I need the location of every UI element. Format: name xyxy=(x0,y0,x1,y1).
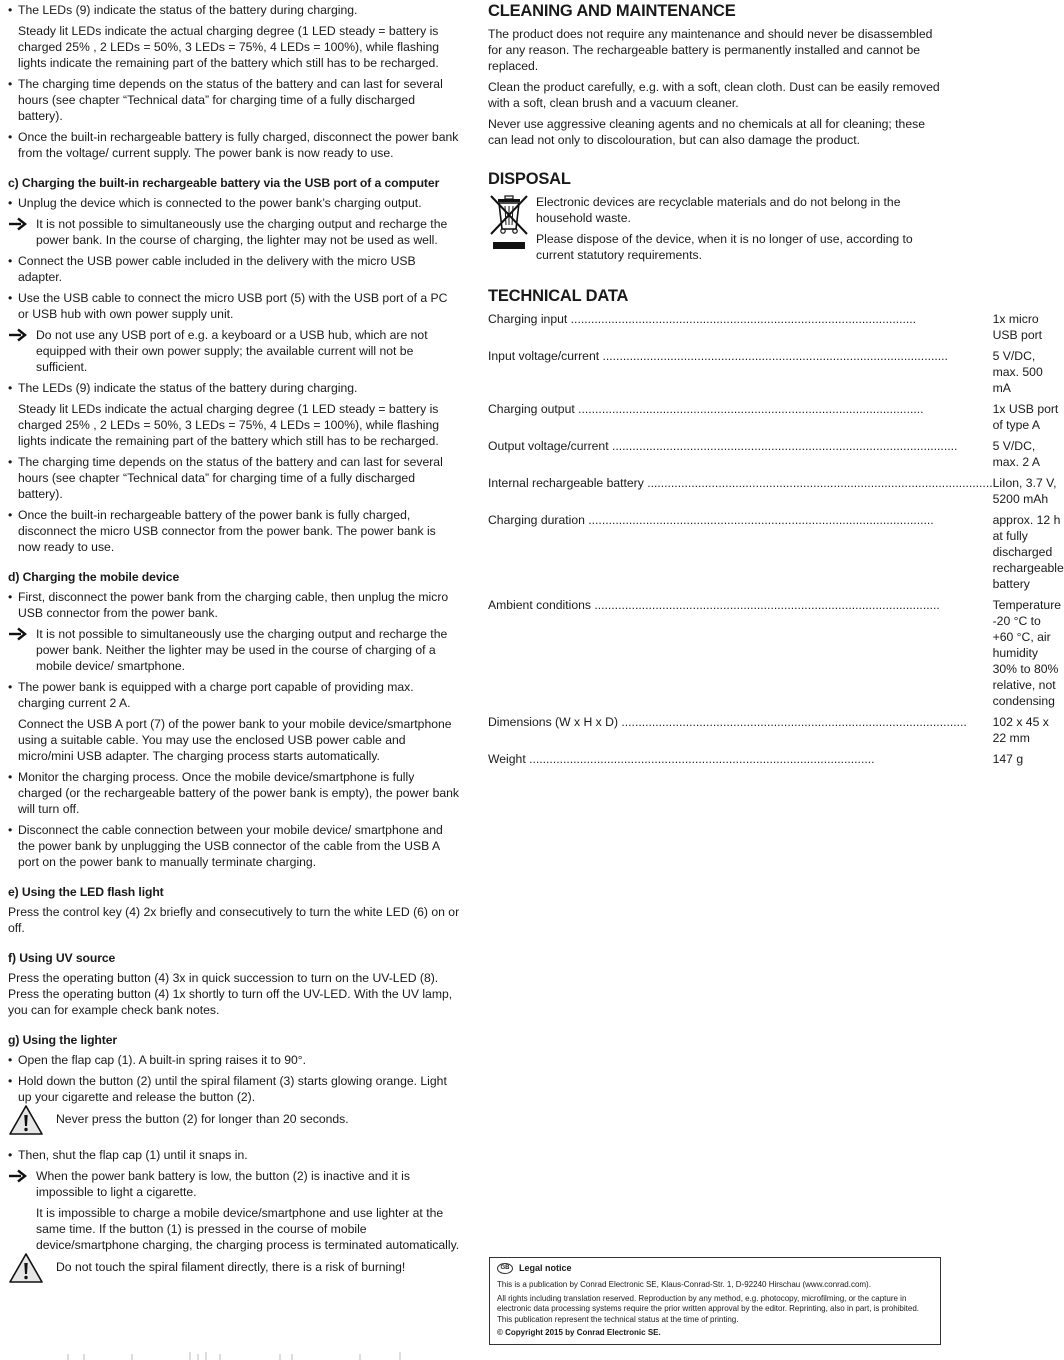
paragraph: Clean the product carefully, e.g. with a soft, clean cloth. Dust can be easily removed with a soft, clean brush and a vacuum cleaner. xyxy=(488,80,940,110)
table-row xyxy=(488,714,1064,751)
technical-data-heading: TECHNICAL DATA xyxy=(488,287,629,305)
spec-label: Input voltage/current ..... xyxy=(488,348,993,401)
section-heading-f: f) Using UV source xyxy=(8,951,116,965)
section-heading-d: d) Charging the mobile device xyxy=(8,570,180,584)
table-row xyxy=(488,751,1064,772)
spec-label: Dimensions (W x H x D) ..... xyxy=(488,714,993,751)
list-item: • The power bank is equipped with a charge port capable of providing max. charging current 2 A. xyxy=(8,679,460,711)
warning-icon xyxy=(8,1252,44,1284)
warning-item xyxy=(8,1110,460,1142)
note-text: It is not possible to simultaneously use the charging output and recharge the power bank. In the course of charging, the lighter may not be used as well. xyxy=(36,217,448,247)
arrow-right-icon xyxy=(8,217,28,231)
spec-label: Internal rechargeable battery ..... xyxy=(488,475,993,512)
spec-label: Charging duration ..... xyxy=(488,512,993,597)
table-row xyxy=(488,597,1064,714)
list-item: • Connect the USB power cable included in the delivery with the micro USB adapter. xyxy=(8,253,460,285)
spec-value: 1x micro USB port xyxy=(992,312,1043,342)
warning-text: Never press the button (2) for longer than 20 seconds. xyxy=(56,1112,349,1126)
legal-notice-box xyxy=(489,1257,941,1345)
note-item xyxy=(8,327,460,375)
list-item: • The LEDs (9) indicate the status of the battery during charging. xyxy=(8,380,460,396)
paragraph: Connect the USB A port (7) of the power bank to your mobile device/smartphone using a suitable cable. You may use the enclosed USB power cable and micro/mini USB adapter. The charging process starts automatically. xyxy=(18,717,452,763)
legal-notice-title: Legal notice xyxy=(519,1263,572,1274)
spec-value: approx. 12 h at fully discharged rechargeable battery xyxy=(992,513,1064,591)
note-item xyxy=(8,1205,460,1253)
table-row xyxy=(488,438,1064,475)
right-column xyxy=(488,2,1064,772)
gb-badge: GB xyxy=(497,1263,513,1274)
copyright-text: © Copyright 2015 by Conrad Electronic SE. xyxy=(497,1328,661,1337)
spec-value: LiIon, 3.7 V, 5200 mAh xyxy=(992,476,1057,506)
paragraph: Press the control key (4) 2x briefly and consecutively to turn the white LED (6) on or off. xyxy=(8,905,460,935)
cleaning-heading: CLEANING AND MAINTENANCE xyxy=(488,2,736,20)
paragraph: Steady lit LEDs indicate the actual charging degree (1 LED steady = battery is charged 25% , 2 LEDs = 50%, 3 LEDs = 75%, 4 LEDs = 100%), while flashing lights indicate the remaining part of the battery which still has to be recharged. xyxy=(18,24,440,70)
list-item: • Then, shut the flap cap (1) until it snaps in. xyxy=(8,1147,460,1163)
list-item: • Disconnect the cable connection between your mobile device/ smartphone and the power bank by unplugging the USB connector of the cable from the USB A port on the power bank to manually terminate charging. xyxy=(8,822,460,870)
paragraph: Press the operating button (4) 3x in quick succession to turn on the UV-LED (8). Press the operating button (4) 1x shortly to turn off the UV-LED. With the UV lamp, you can for example check bank notes. xyxy=(8,971,453,1017)
spec-value: 5 V/DC, max. 2 A xyxy=(992,439,1041,469)
spec-label: Charging output ..... xyxy=(488,401,993,438)
spec-value: 5 V/DC, max. 500 mA xyxy=(992,349,1043,395)
print-marks xyxy=(60,1352,420,1360)
list-item: • Open the flap cap (1). A built-in spring raises it to 90°. xyxy=(8,1052,460,1068)
disposal-heading: DISPOSAL xyxy=(488,170,571,188)
list-item: • Unplug the device which is connected to the power bank’s charging output. xyxy=(8,195,460,211)
list-item: • The LEDs (9) indicate the status of the battery during charging. xyxy=(8,2,460,18)
list-item: • Once the built-in rechargeable battery of the power bank is fully charged, disconnect the micro USB connector from the power bank. The power bank is now ready to use. xyxy=(8,507,460,555)
legal-notice-title-row xyxy=(497,1263,933,1274)
list-item: • First, disconnect the power bank from the charging cable, then unplug the micro USB connector from the power bank. xyxy=(8,589,460,621)
warning-icon xyxy=(8,1104,44,1136)
paragraph: The product does not require any maintenance and should never be disassembled for any reason. The rechargeable battery is permanently installed and cannot be replaced. xyxy=(488,27,933,73)
note-item xyxy=(8,1168,460,1200)
table-row xyxy=(488,401,1064,438)
table-row xyxy=(488,475,1064,512)
technical-data-table xyxy=(488,311,1064,772)
note-item xyxy=(8,626,460,674)
section-heading-e: e) Using the LED flash light xyxy=(8,885,164,899)
paragraph: Please dispose of the device, when it is no longer of use, according to current statutory requirements. xyxy=(536,232,913,262)
paragraph: Electronic devices are recyclable materials and do not belong in the household waste. xyxy=(536,195,901,225)
paragraph: Never use aggressive cleaning agents and no chemicals at all for cleaning; these can lead not only to discolouration, but can also damage the product. xyxy=(488,117,925,147)
list-item: • Once the built-in rechargeable battery is fully charged, disconnect the power bank from the voltage/ current supply. The power bank is now ready to use. xyxy=(8,129,460,161)
note-text: Do not use any USB port of e.g. a keyboard or a USB hub, which are not equipped with their own power supply; the available current will not be sufficient. xyxy=(36,328,428,374)
arrow-right-icon xyxy=(8,328,28,342)
left-column xyxy=(8,2,460,1295)
warning-text: Do not touch the spiral filament directly, there is a risk of burning! xyxy=(56,1260,406,1274)
note-item xyxy=(8,216,460,248)
list-item: • The charging time depends on the status of the battery and can last for several hours (see chapter “Technical data” for charging time of a fully discharged battery). xyxy=(8,76,460,124)
table-row xyxy=(488,311,1064,348)
warning-item xyxy=(8,1258,460,1290)
section-heading-g: g) Using the lighter xyxy=(8,1033,118,1047)
spec-value: 147 g xyxy=(992,752,1024,766)
legal-text: All rights including translation reserved. Reproduction by any method, e.g. photocopy, microfilming, or the capture in electronic data processing systems require the prior written approval by the editor. Reprinting, also in part, is prohibited. This publication represent the technical status at the time of printing. xyxy=(497,1293,919,1324)
arrow-right-icon xyxy=(8,627,28,641)
list-item: • The charging time depends on the status of the battery and can last for several hours (see chapter “Technical data” for charging time of a fully discharged battery). xyxy=(8,454,460,502)
list-item: • Hold down the button (2) until the spiral filament (3) starts glowing orange. Light up your cigarette and release the button (2). xyxy=(8,1073,460,1105)
section-heading-c: c) Charging the built-in rechargeable battery via the USB port of a computer xyxy=(8,176,440,190)
spec-value: 1x USB port of type A xyxy=(992,402,1059,432)
spec-value: Temperature -20 °C to +60 °C, air humidity 30% to 80% relative, not condensing xyxy=(992,598,1062,708)
note-text: It is impossible to charge a mobile device/smartphone and use lighter at the same time. If the button (1) is pressed in the course of mobile device/smartphone charging, the charging process is terminated automatically. xyxy=(36,1206,460,1252)
spec-label: Weight ..... xyxy=(488,751,993,772)
list-item: • Monitor the charging process. Once the mobile device/smartphone is fully charged (or the rechargeable battery of the power bank is empty), the power bank will turn off. xyxy=(8,769,460,817)
list-item: • Use the USB cable to connect the micro USB port (5) with the USB port of a PC or USB hub with own power supply unit. xyxy=(8,290,460,322)
note-text: It is not possible to simultaneously use the charging output and recharge the power bank. Neither the lighter may be used in the course of charging of a mobile device/ smartphone. xyxy=(36,627,448,673)
crossed-out-bin-icon xyxy=(488,192,530,252)
spec-label: Charging input ..... xyxy=(488,311,993,348)
paragraph: Steady lit LEDs indicate the actual charging degree (1 LED steady = battery is charged 25% , 2 LEDs = 50%, 3 LEDs = 75%, 4 LEDs = 100%), while flashing lights indicate the remaining part of the battery which still has to be recharged. xyxy=(18,402,440,448)
legal-text: This is a publication by Conrad Electronic SE, Klaus-Conrad-Str. 1, D-92240 Hirschau (www.conrad.com). xyxy=(497,1280,871,1289)
note-text: When the power bank battery is low, the button (2) is inactive and it is impossible to light a cigarette. xyxy=(36,1169,410,1199)
table-row xyxy=(488,512,1064,597)
spec-label: Output voltage/current ..... xyxy=(488,438,993,475)
arrow-right-icon xyxy=(8,1169,28,1183)
spec-value: 102 x 45 x 22 mm xyxy=(992,715,1049,745)
disposal-block xyxy=(488,194,940,263)
table-row xyxy=(488,348,1064,401)
spec-label: Ambient conditions ..... xyxy=(488,597,993,714)
